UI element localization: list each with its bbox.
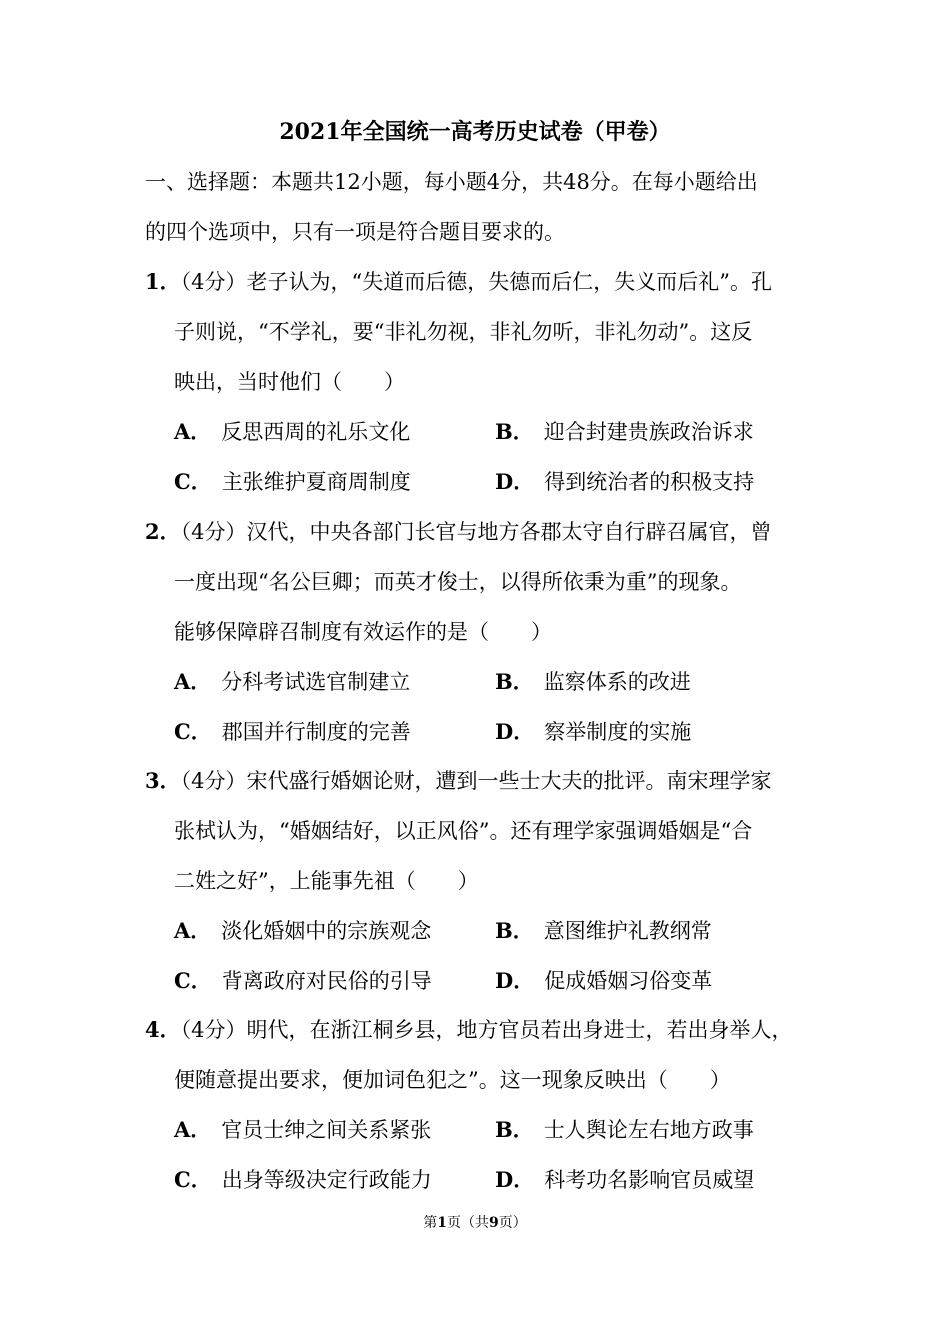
- option-letter: B．: [495, 419, 534, 444]
- option-text: 察举制度的实施: [544, 720, 692, 744]
- option-text: 背离政府对民俗的引导: [221, 969, 432, 993]
- footer-suffix: 页）: [498, 1215, 527, 1231]
- option-text: 郡国并行制度的完善: [221, 720, 411, 744]
- option-a: [174, 666, 410, 698]
- option-letter: B．: [495, 1117, 534, 1142]
- option-text: 科考功名影响官员威望: [544, 1168, 755, 1192]
- footer-page-number: 1: [437, 1215, 447, 1231]
- question-number: 4．: [145, 1017, 181, 1042]
- question-2-line-3: 能够保障辟召制度有效运作的是（ ）: [174, 620, 552, 644]
- option-letter: D．: [495, 719, 535, 744]
- question-1-line-3: 映出，当时他们（ ）: [174, 370, 405, 394]
- option-letter: D．: [495, 968, 535, 993]
- option-b: [495, 1114, 754, 1146]
- option-text: 反思西周的礼乐文化: [221, 420, 411, 444]
- option-d: [495, 1164, 754, 1196]
- option-text: 迎合封建贵族政治诉求: [543, 420, 754, 444]
- question-text: （4分）明代，在浙江桐乡县，地方官员若出身进士，若出身举人，: [180, 1018, 793, 1042]
- question-2-line-2: 一度出现“名公巨卿；而英才俊士，以得所依秉为重”的现象。: [174, 570, 742, 594]
- footer-prefix: 第: [423, 1215, 438, 1231]
- footer-total-pages: 9: [489, 1215, 499, 1231]
- option-d: [495, 965, 712, 997]
- page-title: 2021年全国统一高考历史试卷（甲卷）: [279, 119, 671, 145]
- option-letter: C．: [174, 1167, 212, 1192]
- question-3-line-2: 张栻认为，“婚姻结好，以正风俗”。还有理学家强调婚姻是“合: [174, 819, 753, 843]
- question-number: 3．: [145, 768, 181, 793]
- option-letter: B．: [495, 669, 534, 694]
- option-letter: C．: [174, 469, 212, 494]
- option-text: 主张维护夏商周制度: [221, 470, 411, 494]
- question-text: （4分）宋代盛行婚姻论财，遭到一些士大夫的批评。南宋理学家: [180, 769, 772, 793]
- option-a: [174, 1114, 431, 1146]
- question-3-line-3: 二姓之好”，上能事先祖（ ）: [174, 869, 479, 893]
- option-letter: C．: [174, 719, 212, 744]
- option-c: [174, 716, 411, 748]
- option-text: 分科考试选官制建立: [221, 670, 411, 694]
- footer-middle: 页（共: [447, 1215, 489, 1231]
- section-intro-line-2: 的四个选项中，只有一项是符合题目要求的。: [145, 220, 565, 244]
- option-letter: B．: [495, 918, 534, 943]
- option-letter: C．: [174, 968, 212, 993]
- option-b: [495, 915, 712, 947]
- question-1-line-1: [145, 266, 772, 298]
- option-text: 得到统治者的积极支持: [544, 470, 755, 494]
- option-text: 官员士绅之间关系紧张: [221, 1118, 432, 1142]
- question-text: （4分）老子认为，“失道而后德，失德而后仁，失义而后礼”。孔: [180, 270, 772, 294]
- option-letter: D．: [495, 1167, 535, 1192]
- question-2-line-1: [145, 516, 771, 548]
- option-d: [495, 466, 754, 498]
- question-3-line-1: [145, 765, 771, 797]
- option-b: [495, 666, 691, 698]
- option-letter: A．: [174, 669, 212, 694]
- option-letter: D．: [495, 469, 535, 494]
- option-b: [495, 416, 754, 448]
- question-number: 1．: [145, 269, 181, 294]
- question-number: 2．: [145, 519, 181, 544]
- question-text: （4分）汉代，中央各部门长官与地方各郡太守自行辟召属官，曾: [180, 520, 772, 544]
- option-a: [174, 416, 410, 448]
- question-4-line-2: 便随意提出要求，便加词色犯之”。这一现象反映出（ ）: [174, 1068, 731, 1092]
- option-c: [174, 965, 432, 997]
- option-a: [174, 915, 431, 947]
- option-c: [174, 466, 411, 498]
- option-text: 意图维护礼教纲常: [543, 919, 712, 943]
- option-letter: A．: [174, 918, 212, 943]
- option-text: 士人舆论左右地方政事: [543, 1118, 754, 1142]
- section-intro-line-1: 一、选择题：本题共12小题，每小题4分，共48分。在每小题给出: [145, 170, 758, 194]
- option-text: 淡化婚姻中的宗族观念: [221, 919, 432, 943]
- question-1-line-2: 子则说，“不学礼，要“非礼勿视，非礼勿听，非礼勿动”。这反: [174, 320, 753, 344]
- option-letter: A．: [174, 419, 212, 444]
- option-letter: A．: [174, 1117, 212, 1142]
- page-footer: [0, 1213, 950, 1233]
- option-text: 监察体系的改进: [543, 670, 691, 694]
- option-text: 出身等级决定行政能力: [221, 1168, 432, 1192]
- question-4-line-1: [145, 1014, 792, 1046]
- option-c: [174, 1164, 432, 1196]
- option-text: 促成婚姻习俗变革: [544, 969, 713, 993]
- option-d: [495, 716, 691, 748]
